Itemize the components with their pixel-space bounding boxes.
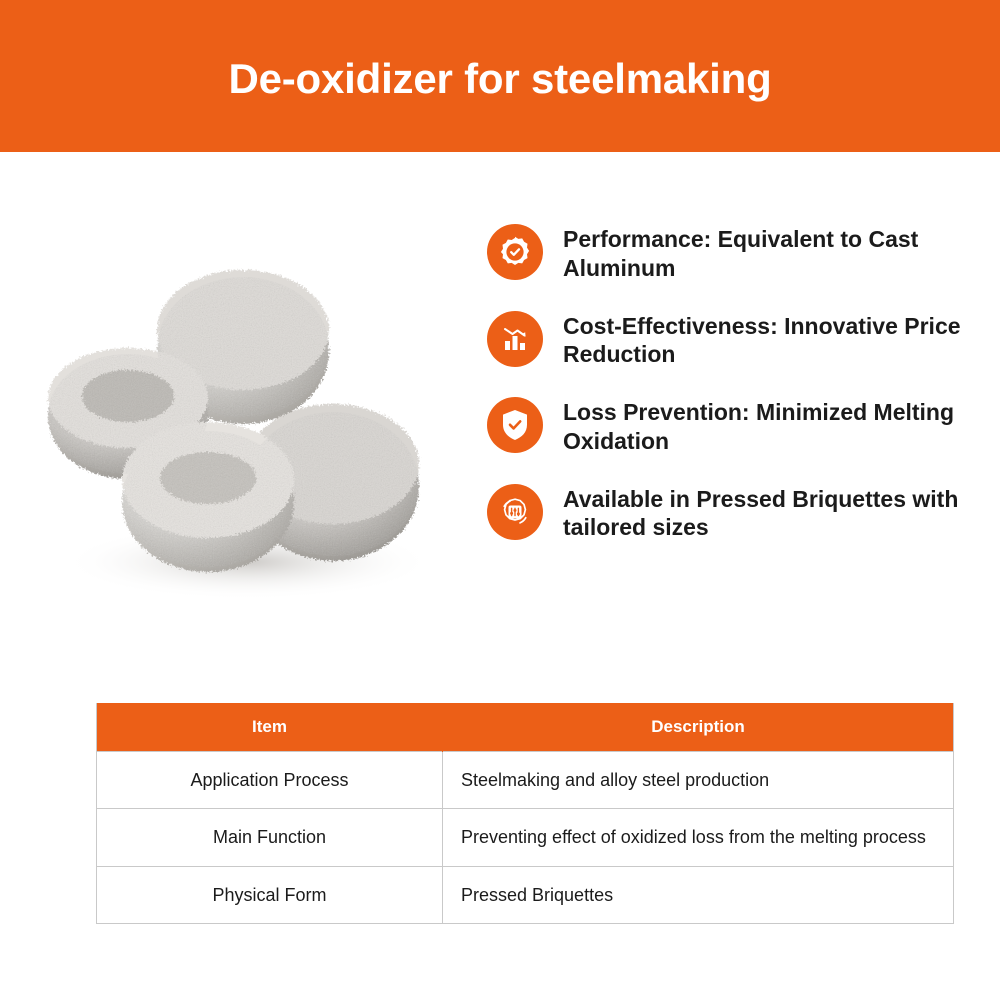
cell-description: Pressed Briquettes [443,866,954,923]
table-row [97,752,953,809]
cell-description: Steelmaking and alloy steel production [443,752,954,809]
bar-chart-down-icon [487,311,543,367]
column-header-description: Description [443,703,954,752]
shield-check-icon [487,397,543,453]
feature-item [487,309,977,370]
table-header-row [97,703,953,752]
cell-item: Physical Form [97,866,443,923]
briquettes-photo-icon [28,202,468,642]
spec-table [97,703,953,923]
feature-label: Loss Prevention: Minimized Melting Oxidation [563,399,955,454]
product-photo [28,202,468,642]
feature-item [487,395,977,456]
middle-section [0,152,1000,672]
spec-table-wrapper [96,703,954,924]
feature-item [487,222,977,283]
header-banner [0,0,1000,152]
cell-item: Main Function [97,809,443,866]
settings-gear-icon [487,484,543,540]
cell-description: Preventing effect of oxidized loss from the melting process [443,809,954,866]
feature-label: Performance: Equivalent to Cast Aluminum [563,226,919,281]
column-header-item: Item [97,703,443,752]
feature-label: Available in Pressed Briquettes with tailored sizes [563,485,959,541]
feature-label: Cost-Effectiveness: Innovative Price Reduction [563,312,961,368]
page-title: De-oxidizer for steelmaking [228,55,772,102]
table-row [97,866,953,923]
gear-check-icon [487,224,543,280]
feature-list [487,222,977,542]
table-row [97,809,953,866]
cell-item: Application Process [97,752,443,809]
feature-item [487,482,977,543]
